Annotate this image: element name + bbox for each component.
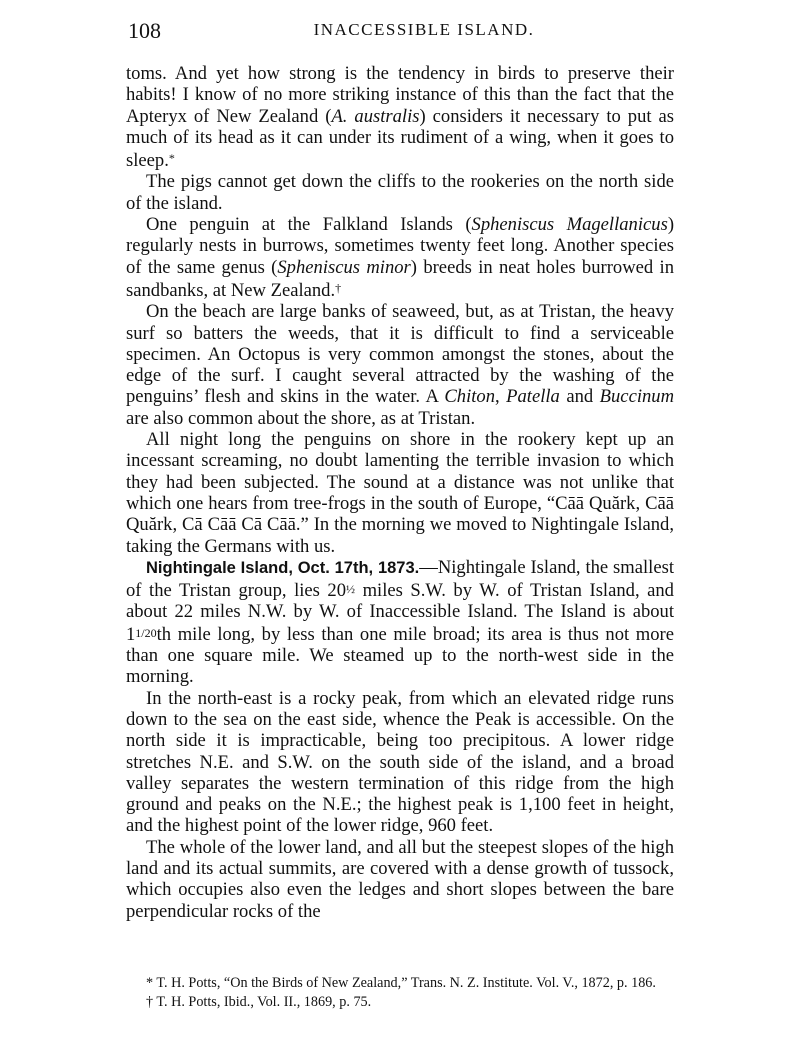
footnote-1: * T. H. Potts, “On the Birds of New Zealand,” Trans. N. Z. Institute. Vol. V., 1872, p. 186. [146,975,656,991]
paragraph-pigs: The pigs cannot get down the cliffs to the rookeries on the north side of the island. [126,171,674,214]
text-run: One penguin at the Falkland Islands ( [146,214,472,236]
text-run: are also common about the shore, as at Tristan. [126,407,476,429]
footnotes [126,974,674,1012]
footnote-ref: † [335,280,342,295]
page-number: 108 [128,18,161,43]
text-run: ) regularly nests in burrows, sometimes twenty feet long. Another species of the same genus ( [126,214,675,278]
paragraph-nightingale [126,557,674,688]
paragraph-peak: In the north-east is a rocky peak, from which an elevated ridge runs down to the sea on the east side, whence the Peak is accessible. On the north side it is impracticable, being too precipitous. A lower ridge stretches N.E. and S.W. on the south side of the island, and a broad valley separates the western termination of this ridge from the high ground and peaks on the N.E.; the highest peak is 1,100 feet in height, and the highest point of the lower ridge, 960 feet. [126,687,674,837]
paragraph-seaweed [126,301,674,429]
paragraph-tussock: The whole of the lower land, and all but the steepest slopes of the high land and its actual summits, are covered with a dense growth of tussock, which occupies also even the ledges and short slopes between the bare perpendicular rocks of the [126,836,674,922]
footnote-ref: * [168,151,175,166]
text-run: toms. And yet how strong is the tendency in birds to preserve their habits! I know of no more striking instance of this than the fact that the Apteryx of New Zealand ( [126,63,674,127]
text-run: ) breeds in neat holes burrowed in sandbanks, at New Zealand. [126,256,674,301]
paragraph-screaming: All night long the penguins on shore in the rookery kept up an incessant screaming, no doubt lamenting the terrible invasion to which they had been subjected. The sound at a distance was not unlike that which one hears from tree-frogs in the south of Europe, “Cāā Quărk, Cāā Quărk, Cā Cāā Cā Cāā.” In the morning we moved to Nightingale Island, taking the Germans with us. [126,429,674,557]
text-run: , [495,386,507,408]
section-heading: Nightingale Island, Oct. 17th, 1873. [146,558,420,577]
running-head: INACCESSIBLE ISLAND. [313,20,535,39]
italic-term: Spheniscus Magellanicus [471,214,668,236]
italic-term: Buccinum [599,386,675,408]
footnote-2: † T. H. Potts, Ibid., Vol. II., 1869, p. 75. [146,994,372,1010]
paragraph-apteryx [126,63,674,171]
paragraph-penguin-burrows [126,214,674,301]
body-text [126,63,674,922]
italic-term: Chiton [444,386,496,408]
fraction: 1/20 [135,625,157,640]
text-run: On the beach are large banks of seaweed, but, as at Tristan, the heavy surf so batters the weeds, that it is difficult to find a serviceable specimen. An Octopus is very common amongst the stones, about the edge of the surf. I caught several attracted by the washing of the penguins’ flesh and skins in the water. A [126,301,674,408]
page-header [128,18,680,48]
text-run: —Nightingale Island, the smallest of the Tristan group, lies 20 [126,556,674,602]
italic-term: Spheniscus minor [277,256,411,278]
text-run: ) considers it necessary to put as much of its head as it can under its rudiment of a wing, when it goes to sleep. [126,105,674,172]
italic-term: Patella [506,386,560,408]
fraction: ½ [346,582,356,597]
text-run: and [559,386,600,408]
italic-term: A. australis [331,105,420,127]
text-run: th mile long, by less than one mile broad; its area is thus not more than one square mile. We steamed up to the north-west side in the morning. [126,623,674,688]
text-run: miles S.W. by W. of Tristan Island, and about 22 miles N.W. by W. of Inaccessible Island. The Island is about 1 [126,580,674,645]
